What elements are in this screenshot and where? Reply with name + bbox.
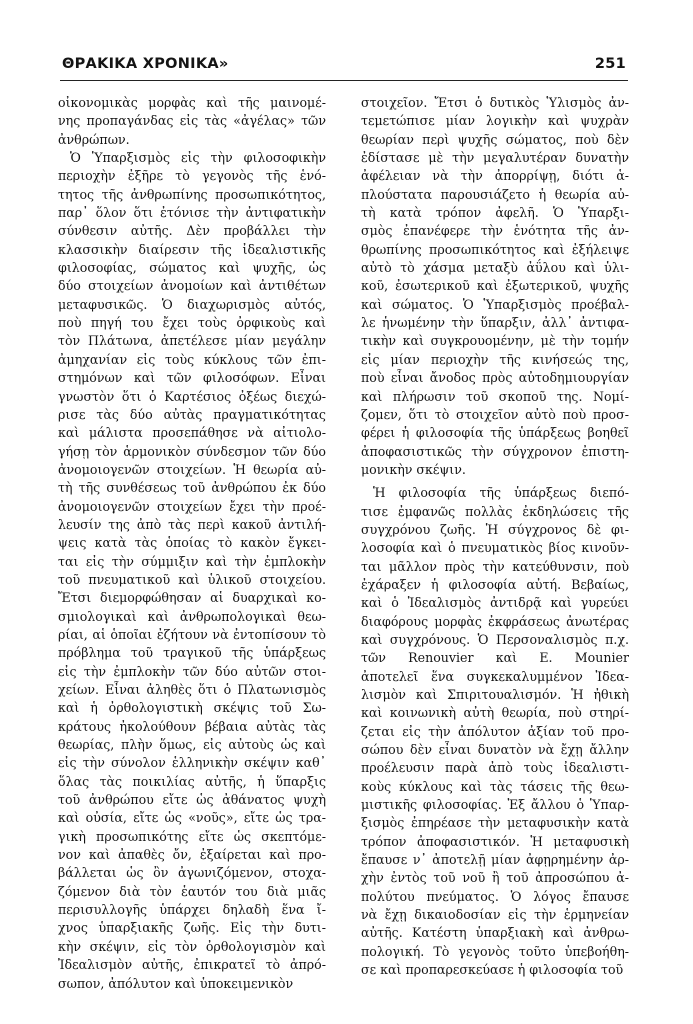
text-line: παρ᾽ ὅλον ὅτι ἐτόνισε τὴν ἀντιφατικὴν bbox=[58, 205, 326, 221]
right-column bbox=[361, 94, 629, 980]
text-line: χείων. Εἶναι ἀληθὲς ὅτι ὁ Πλατωνισμὸς bbox=[58, 682, 326, 697]
text-line: λισμὸν καὶ Σπιριτουαλισμόν. Ἡ ἠθικὴ bbox=[361, 687, 629, 702]
text-line: οἰκονομικὰς μορφὰς καὶ τῆς μαινομέ- bbox=[58, 95, 326, 110]
text-line: ἀποτελεῖ ἕνα συγκεκαλυμμένον Ἰδεα- bbox=[361, 668, 629, 684]
text-line: ζομεν, ὅτι τὸ στοιχεῖον αὐτὸ ποὺ προσ- bbox=[361, 406, 629, 422]
running-header bbox=[62, 56, 626, 78]
text-line: ἀνομοιογενῶν στοιχείων ἔχει τὴν προέ- bbox=[58, 498, 326, 514]
text-line: δύο στοιχείων ἀνομοίων καὶ ἀντιθέτων bbox=[58, 278, 326, 294]
text-line: πολύτου πνεύματος. Ὁ λόγος ἔπαυσε bbox=[361, 888, 629, 904]
text-line: ἀποφασιστικῶς τὴν σύγχρονον ἐπιστη- bbox=[361, 443, 629, 459]
text-line: λε ἡνωμένην τὴν ὕπαρξιν, ἀλλ᾽ ἀντιφα- bbox=[361, 315, 629, 331]
text-line: μεταφυσικῶς. Ὁ διαχωρισμὸς αὐτός, bbox=[58, 296, 326, 312]
text-line: ρίαι, αἱ ὁποῖαι ἐζήτουν νὰ ἐντοπίσουν τὸ bbox=[58, 626, 326, 642]
text-line: μιστικῆς φιλοσοφίας. Ἐξ ἄλλου ὁ Ὑπαρ- bbox=[361, 797, 629, 813]
text-line: συγχρόνου ζωῆς. Ἡ σύγχρονος δὲ φι- bbox=[361, 521, 629, 537]
text-line: καὶ πλήρωσιν τοῦ σκοποῦ της. Νομί- bbox=[361, 388, 629, 404]
text-line: ἔπαυσε ν᾽ ἀποτελῇ μίαν ἀφῃρημένην ἀρ- bbox=[361, 852, 629, 868]
text-line: χνος ὑπαρξιακῆς ζωῆς. Εἰς τὴν δυτι- bbox=[58, 920, 326, 936]
text-line: νης προπαγάνδας εἰς τὰς «ἀγέλας» τῶν bbox=[58, 113, 326, 129]
text-line: ται μᾶλλον πρὸς τὴν κατεύθυνσιν, ποὺ bbox=[361, 558, 629, 574]
text-line: εἰς τὴν ἐμπλοκὴν τῶν δύο αὐτῶν στοι- bbox=[58, 663, 326, 679]
text-line: βάλλεται ὡς ὂν ἀγωνιζόμενον, στοχα- bbox=[58, 865, 326, 881]
text-line: ἀμηχανίαν εἰς τοὺς κύκλους τῶν ἐπι- bbox=[58, 351, 326, 367]
text-line: Ἰδεαλισμὸν αὐτῆς, ἐπικρατεῖ τὸ ἀπρό- bbox=[58, 957, 326, 973]
text-line: ζόμενον διὰ τὸν ἑαυτόν του διὰ μιᾶς bbox=[58, 883, 326, 899]
text-line: στημόνων καὶ τῶν φιλοσόφων. Εἶναι bbox=[58, 370, 326, 386]
text-line: τοῦ ἀνθρώπου εἴτε ὡς ἀθάνατος ψυχὴ bbox=[58, 792, 326, 808]
text-line: τητος τῆς ἀνθρωπίνης προσωπικότητος, bbox=[58, 186, 326, 202]
text-line: καὶ ὁ Ἰδεαλισμὸς ἀντιδρᾷ καὶ γυρεύει bbox=[361, 595, 629, 611]
text-line: σμιολογικαὶ καὶ ἀνθρωπολογικαὶ θεω- bbox=[58, 608, 326, 624]
text-line: προέλευσιν παρὰ ἀπὸ τοὺς ἰδεαλιστι- bbox=[361, 760, 629, 776]
text-line: τῶν Renouvier καὶ E. Mounier bbox=[361, 650, 629, 666]
journal-title: ΘΡΑΚΙΚΑ ΧΡΟΝΙΚΑ» bbox=[62, 56, 229, 72]
text-line: ἐδίστασε μὲ τὴν μεγαλυτέραν δυνατὴν bbox=[361, 150, 629, 166]
text-line: καὶ κοινωνικὴ αὐτὴ θεωρία, ποὺ στηρί- bbox=[361, 705, 629, 721]
text-line: σμὸς ἐπανέφερε τὴν ἑνότητα τῆς ἀν- bbox=[361, 223, 629, 239]
text-line: σύνθεσιν αὐτῆς. Δὲν προβάλλει τὴν bbox=[58, 223, 326, 239]
text-line: τισε ἐμφανῶς πολλὰς ἐκδηλώσεις τῆς bbox=[361, 503, 629, 519]
text-line: αὐτῆς. Κατέστη ὑπαρξιακὴ καὶ ἀνθρω- bbox=[361, 925, 629, 941]
text-line: κοῦ, ἐσωτερικοῦ καὶ ἐξωτερικοῦ, ψυχῆς bbox=[361, 278, 629, 294]
text-line: ἐχάραξεν ἡ φιλοσοφία αὐτή. Βεβαίως, bbox=[361, 576, 629, 592]
text-line: γήσῃ τὸν ἁρμονικὸν σύνδεσμον τῶν δύο bbox=[58, 443, 326, 459]
page-number: 251 bbox=[594, 56, 626, 72]
text-line: ὅλας τὰς ποικιλίας αὐτῆς, ἡ ὕπαρξις bbox=[58, 773, 326, 789]
text-line: καὶ σώματος. Ὁ Ὑπαρξισμὸς προέβαλ- bbox=[361, 296, 629, 312]
text-line: καὶ οὐσία, εἴτε ὡς «νοῦς», εἴτε ὡς τρα- bbox=[58, 810, 326, 826]
text-line: τικὴν καὶ συγκρουομένην, μὲ τὴν τομήν bbox=[361, 333, 629, 349]
text-line: τοῦ πνευματικοῦ καὶ ὑλικοῦ στοιχείου. bbox=[58, 571, 326, 587]
text-line: τὴ τῆς συνθέσεως τοῦ ἀνθρώπου ἐκ δύο bbox=[58, 480, 326, 496]
text-line: σώπου δὲν εἶναι δυνατὸν νὰ ἔχῃ ἄλλην bbox=[361, 742, 629, 758]
text-line: σωπον, ἀπόλυτον καὶ ὑποκειμενικὸν bbox=[58, 975, 294, 991]
text-line: κράτους ἠκολούθουν βέβαια αὐτὰς τὰς bbox=[58, 718, 326, 734]
text-line: νον καὶ ἀπαθὲς ὄν, ἐξαίρεται καὶ προ- bbox=[58, 847, 326, 863]
text-line: καὶ συγχρόνους. Ὁ Περσοναλισμὸς π.χ. bbox=[361, 631, 629, 647]
text-line: τρόπον ἀποφασιστικόν. Ἡ μεταφυσικὴ bbox=[361, 833, 629, 849]
text-line: νὰ ἔχῃ δικαιοδοσίαν εἰς τὴν ἑρμηνείαν bbox=[361, 907, 629, 923]
text-line: ζεται εἰς τὴν ἀπόλυτον ἀξίαν τοῦ προ- bbox=[361, 723, 629, 739]
text-line: τὴ κατὰ τρόπον ἀφελῆ. Ὁ Ὑπαρξι- bbox=[361, 205, 629, 221]
text-line: κὴν σκέψιν, εἰς τὸν ὀρθολογισμὸν καὶ bbox=[58, 938, 326, 954]
text-line: θρωπίνης προσωπικότητος καὶ ἐξήλειψε bbox=[361, 241, 629, 257]
text-line: ποὺ πηγή του ἔχει τοὺς ὀρφικοὺς καὶ bbox=[58, 315, 326, 331]
text-line: ἀνομοιογενῶν στοιχείων. Ἡ θεωρία αὐ- bbox=[58, 461, 326, 477]
text-line: Ὁ Ὑπαρξισμὸς εἰς τὴν φιλοσοφικὴν bbox=[70, 150, 326, 166]
text-line: ἀφέλειαν νὰ τὴν ἀπορρίψῃ, διότι ἁ- bbox=[361, 168, 629, 184]
text-line: χὴν ἐντὸς τοῦ νοῦ ἢ τοῦ ἀπροσώπου ἀ- bbox=[361, 870, 629, 886]
text-line: καὶ ἡ ὀρθολογιστικὴ σκέψις τοῦ Σω- bbox=[58, 700, 326, 716]
text-line: ψεις κατὰ τὰς ὁποίας τὸ κακὸν ἔγκει- bbox=[58, 535, 326, 551]
text-line: ξισμὸς ἐπηρέασε τὴν μεταφυσικὴν κατὰ bbox=[361, 815, 629, 831]
text-line: αὐτὸ τὸ χάσμα μεταξὺ ἀΰλου καὶ ὑλι- bbox=[361, 260, 629, 276]
left-column bbox=[58, 94, 326, 993]
text-line: πρόβλημα τοῦ τραγικοῦ τῆς ὑπάρξεως bbox=[58, 645, 326, 661]
text-line: φιλοσοφίας, σώματος καὶ ψυχῆς, ὡς bbox=[58, 260, 326, 276]
text-line: τεμετώπισε μίαν λογικὴν καὶ ψυχρὰν bbox=[361, 113, 629, 129]
text-line: θεωρίας, πλὴν ὅμως, εἰς αὐτοὺς ὡς καὶ bbox=[58, 737, 326, 753]
text-line: γικὴ προσωπικότης εἴτε ὡς σκεπτόμε- bbox=[58, 828, 326, 844]
text-line: λοσοφία καὶ ὁ πνευματικὸς βίος κινοῦν- bbox=[361, 540, 629, 556]
header-rule bbox=[60, 80, 628, 81]
text-line: Ἡ φιλοσοφία τῆς ὑπάρξεως διεπό- bbox=[373, 485, 629, 501]
text-line: πολογική. Τὸ γεγονὸς τοῦτο ὑπεβοήθη- bbox=[361, 943, 629, 959]
text-line: διαφόρους μορφὰς ἐκφράσεως ἀνωτέρας bbox=[361, 613, 629, 629]
text-line: ἀνθρώπων. bbox=[58, 131, 130, 147]
text-line: Ἔτσι διεμορφώθησαν αἱ δυαρχικαὶ κο- bbox=[58, 590, 326, 606]
text-line: σε καὶ προπαρεσκεύασε ἡ φιλοσοφία τοῦ bbox=[361, 962, 624, 978]
text-line: κλασσικὴν διαίρεσιν τῆς ἰδεαλιστικῆς bbox=[58, 241, 326, 257]
text-line: ρισε τὰς δύο αὐτὰς πραγματικότητας bbox=[58, 406, 326, 422]
text-line: πλούστατα παρουσιάζετο ἡ θεωρία αὐ- bbox=[361, 186, 629, 202]
text-line: μονικὴν σκέψιν. bbox=[361, 461, 466, 477]
text-line: καὶ μάλιστα προσεπάθησε νὰ αἰτιολο- bbox=[58, 425, 326, 441]
text-line: ται εἰς τὴν σύμμιξιν καὶ τὴν ἐμπλοκὴν bbox=[58, 553, 326, 569]
text-line: εἰς μίαν περιοχὴν τῆς κινήσεώς της, bbox=[361, 351, 629, 367]
text-line: εἰς τὴν σύνολον ἑλληνικὴν σκέψιν καθ᾽ bbox=[58, 755, 326, 771]
text-line: φέρει ἡ φιλοσοφία τῆς ὑπάρξεως βοηθεῖ bbox=[361, 425, 629, 441]
text-line: στοιχεῖον. Ἔτσι ὁ δυτικὸς Ὑλισμὸς ἀν- bbox=[361, 95, 629, 110]
text-line: κοὺς κύκλους καὶ τὰς τάσεις τῆς θεω- bbox=[361, 778, 629, 794]
text-line: τὸν Πλάτωνα, ἀπετέλεσε μίαν μεγάλην bbox=[58, 333, 326, 349]
text-line: περιοχὴν ἐξῆρε τὸ γεγονὸς τῆς ἑνό- bbox=[58, 168, 326, 184]
text-line: λευσίν της ἀπὸ τὰς περὶ κακοῦ ἀντιλή- bbox=[58, 516, 326, 532]
text-line: περισυλλογῆς ὑπάρχει δηλαδὴ ἕνα ἴ- bbox=[58, 902, 326, 918]
text-line: ποὺ εἶναι ἄνοδος πρὸς αὐτοδημιουργίαν bbox=[361, 370, 629, 386]
text-line: γνωστὸν ὅτι ὁ Καρτέσιος ὀξέως διεχώ- bbox=[58, 388, 326, 404]
text-line: θεωρίαν περὶ ψυχῆς σώματος, ποὺ δὲν bbox=[361, 131, 629, 147]
